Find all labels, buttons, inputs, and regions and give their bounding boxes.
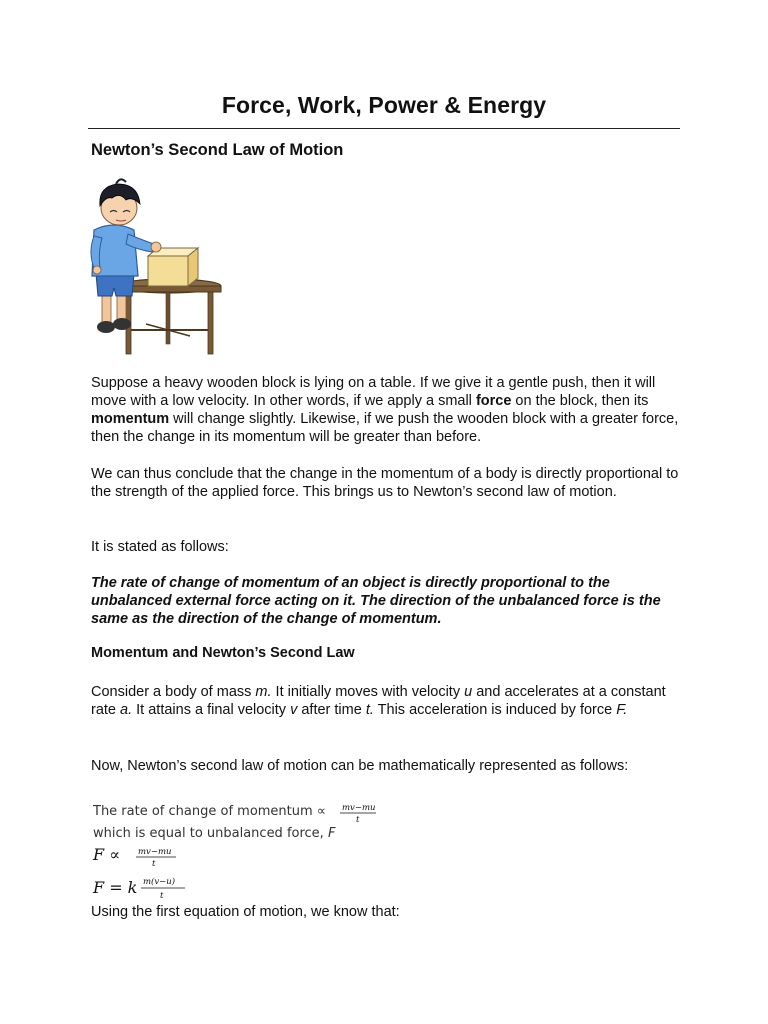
term-momentum: momentum <box>91 411 170 427</box>
paragraph-text: will change slightly. Likewise, if we push the wooden block with a greater force, then the change in its momentum will be greater than before. <box>91 411 679 445</box>
var-F: F. <box>616 702 628 718</box>
equation-line1-numerator: mv−mu <box>342 803 376 813</box>
paragraph-conclusion: We can thus conclude that the change in the momentum of a body is directly proportional to the strength of the applied force. This brings us to Newton’s second law of motion. <box>91 466 679 500</box>
law-statement: The rate of change of momentum of an object is directly proportional to the unbalanced external force acting on it. The direction of the unbalanced force is the same as the direction of the change of momentum. <box>91 575 661 627</box>
paragraph-text: on the block, then its <box>511 393 649 409</box>
equation-line2-var: F <box>327 826 336 841</box>
paragraph-text: after time <box>297 702 366 718</box>
section-heading: Newton’s Second Law of Motion <box>91 141 344 159</box>
paragraph-stated: It is stated as follows: <box>91 539 229 555</box>
var-t: t. <box>365 702 374 718</box>
equation-line4-lhs: F = k <box>93 878 138 897</box>
paragraph-text: It attains a final velocity <box>132 702 291 718</box>
var-u: u <box>464 684 473 700</box>
title-divider <box>88 128 680 129</box>
subheading-momentum: Momentum and Newton’s Second Law <box>91 645 355 661</box>
paragraph-consider-body <box>91 683 691 719</box>
paragraph-text: Consider a body of mass <box>91 684 256 700</box>
var-v: v <box>290 702 298 718</box>
paragraph-text: Suppose a heavy wooden block is lying on a table. If we give it a gentle push, then it will move with a low velocity. In other words, if we apply a small <box>91 375 656 409</box>
equation-line2-words: which is equal to unbalanced force, <box>93 826 328 841</box>
equation-block <box>90 800 390 910</box>
equation-line3-denominator: t <box>152 859 156 869</box>
page-title: Force, Work, Power & Energy <box>221 92 547 118</box>
equation-line1-text: The rate of change of momentum ∝ <box>93 804 327 819</box>
equation-line4-numerator: m(v−u) <box>143 877 176 887</box>
paragraph-block-push <box>91 374 691 446</box>
paragraph-math-intro: Now, Newton’s second law of motion can be mathematically represented as follows: <box>91 758 629 774</box>
paragraph-text: and accelerates at a constant rate <box>91 684 666 718</box>
boy-pushing-block-illustration <box>86 178 226 358</box>
var-m: m. <box>255 684 272 700</box>
equation-line4-denominator: t <box>160 891 164 901</box>
paragraph-text: This acceleration is induced by force <box>373 702 617 718</box>
var-a: a. <box>120 702 133 718</box>
equation-line3-lhs: F ∝ <box>93 845 121 864</box>
paragraph-first-equation: Using the first equation of motion, we know that: <box>91 904 400 920</box>
paragraph-text: It initially moves with velocity <box>271 684 465 700</box>
equation-line3-numerator: mv−mu <box>138 847 172 857</box>
equation-line2-text <box>93 826 336 841</box>
term-force: force <box>475 393 512 409</box>
equation-line1-denominator: t <box>356 815 360 825</box>
